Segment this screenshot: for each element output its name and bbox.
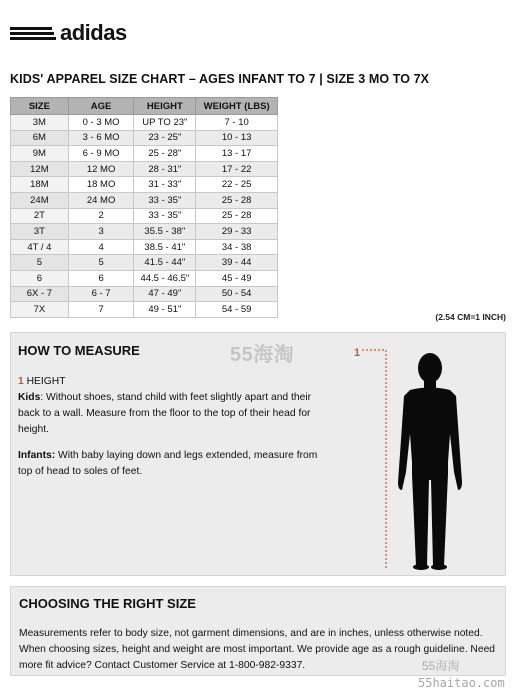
cell-height: 49 - 51" — [134, 302, 196, 318]
cell-weight: 17 - 22 — [196, 161, 278, 177]
cell-height: 38.5 - 41" — [134, 239, 196, 255]
table-row — [11, 130, 278, 146]
table-row — [11, 224, 278, 240]
cell-age: 6 — [68, 270, 134, 286]
cell-height: 35.5 - 38" — [134, 224, 196, 240]
header-height: HEIGHT — [134, 98, 196, 115]
cell-age: 5 — [68, 255, 134, 271]
adidas-logo — [10, 22, 127, 44]
cell-height: 31 - 33" — [134, 177, 196, 193]
cell-weight: 54 - 59 — [196, 302, 278, 318]
height-number: 1 — [18, 376, 24, 387]
cell-height: 41.5 - 44" — [134, 255, 196, 271]
cell-weight: 25 - 28 — [196, 192, 278, 208]
height-heading — [18, 374, 318, 390]
table-row — [11, 302, 278, 318]
table-row — [11, 255, 278, 271]
cell-age: 18 MO — [68, 177, 134, 193]
page-title: KIDS' APPAREL SIZE CHART – AGES INFANT TO 7 | SIZE 3 MO TO 7X — [10, 72, 430, 86]
infants-instructions — [18, 448, 318, 480]
table-row — [11, 192, 278, 208]
cell-size: 12M — [11, 161, 69, 177]
cell-age: 6 - 9 MO — [68, 146, 134, 162]
kids-label: Kids — [18, 392, 41, 403]
cell-size: 6 — [11, 270, 69, 286]
watermark-center: 55海淘 — [230, 344, 295, 366]
cell-size: 3M — [11, 115, 69, 131]
unit-conversion-note: (2.54 CM=1 INCH) — [435, 312, 506, 322]
table-header-row — [11, 98, 278, 115]
cell-age: 4 — [68, 239, 134, 255]
cell-age: 7 — [68, 302, 134, 318]
cell-size: 4T / 4 — [11, 239, 69, 255]
cell-size: 9M — [11, 146, 69, 162]
cell-weight: 7 - 10 — [196, 115, 278, 131]
cell-weight: 50 - 54 — [196, 286, 278, 302]
child-silhouette-figure — [354, 344, 480, 570]
cell-age: 0 - 3 MO — [68, 115, 134, 131]
figure-height-marker: 1 — [354, 347, 361, 359]
cell-weight: 13 - 17 — [196, 146, 278, 162]
cell-height: 25 - 28" — [134, 146, 196, 162]
cell-age: 2 — [68, 208, 134, 224]
logo-wordmark: adidas — [60, 20, 127, 45]
table-row — [11, 286, 278, 302]
cell-age: 3 — [68, 224, 134, 240]
header-age: AGE — [68, 98, 134, 115]
header-size: SIZE — [11, 98, 69, 115]
cell-size: 6X - 7 — [11, 286, 69, 302]
table-row — [11, 270, 278, 286]
logo-stripes-icon — [10, 27, 56, 40]
watermark-corner-bottom: 55haitao.com — [418, 676, 505, 690]
cell-height: 33 - 35" — [134, 192, 196, 208]
cell-height: 23 - 25" — [134, 130, 196, 146]
cell-size: 2T — [11, 208, 69, 224]
cell-weight: 45 - 49 — [196, 270, 278, 286]
cell-weight: 39 - 44 — [196, 255, 278, 271]
table-row — [11, 177, 278, 193]
table-row — [11, 115, 278, 131]
how-to-measure-text — [18, 374, 318, 480]
cell-weight: 22 - 25 — [196, 177, 278, 193]
kids-instructions — [18, 390, 318, 438]
cell-size: 24M — [11, 192, 69, 208]
cell-size: 3T — [11, 224, 69, 240]
cell-weight: 34 - 38 — [196, 239, 278, 255]
cell-age: 3 - 6 MO — [68, 130, 134, 146]
cell-size: 18M — [11, 177, 69, 193]
choosing-size-text: Measurements refer to body size, not garment dimensions, and are in inches, unless otherwise noted. When choosing sizes, height and weight are most important. We provide age as a rough guideline. Need more fit advice? Contact Customer Service at 1-800-982-9337. — [19, 628, 496, 671]
cell-size: 7X — [11, 302, 69, 318]
cell-height: 47 - 49" — [134, 286, 196, 302]
choosing-size-title: CHOOSING THE RIGHT SIZE — [19, 596, 196, 611]
cell-weight: 29 - 33 — [196, 224, 278, 240]
cell-age: 12 MO — [68, 161, 134, 177]
header-weight: WEIGHT (LBS) — [196, 98, 278, 115]
infants-text: With baby laying down and legs extended, measure from top of head to soles of feet. — [18, 450, 318, 477]
height-label: HEIGHT — [26, 376, 66, 387]
cell-height: 28 - 31" — [134, 161, 196, 177]
silhouette-icon — [398, 353, 462, 570]
table-row — [11, 239, 278, 255]
cell-age: 24 MO — [68, 192, 134, 208]
cell-height: UP TO 23" — [134, 115, 196, 131]
cell-size: 6M — [11, 130, 69, 146]
cell-age: 6 - 7 — [68, 286, 134, 302]
table-row — [11, 208, 278, 224]
cell-size: 5 — [11, 255, 69, 271]
cell-height: 33 - 35" — [134, 208, 196, 224]
size-chart-table — [10, 97, 278, 318]
how-to-measure-title: HOW TO MEASURE — [18, 343, 140, 358]
watermark-corner-top: 55海淘 — [422, 659, 460, 673]
cell-height: 44.5 - 46.5" — [134, 270, 196, 286]
kids-text: : Without shoes, stand child with feet slightly apart and their back to a wall. Measure from the floor to the top of their head for height. — [18, 392, 312, 435]
infants-label: Infants: — [18, 450, 56, 461]
cell-weight: 25 - 28 — [196, 208, 278, 224]
table-row — [11, 161, 278, 177]
table-row — [11, 146, 278, 162]
cell-weight: 10 - 13 — [196, 130, 278, 146]
